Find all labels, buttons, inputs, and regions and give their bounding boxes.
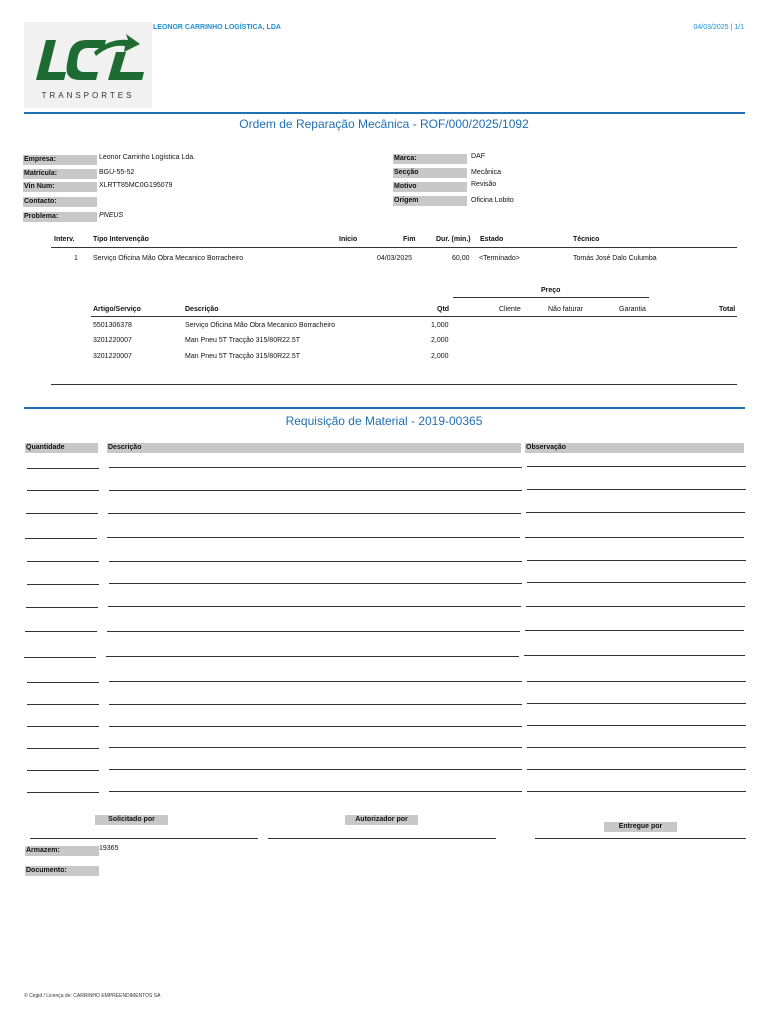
req-line-observacao <box>527 769 746 770</box>
interv-cell-interv: 1 <box>74 255 78 262</box>
req-line-observacao <box>526 512 745 513</box>
field-label-contacto: Contacto: <box>23 197 97 207</box>
interv-cell-tecnico: Tomás José Dalo Culumba <box>573 255 657 262</box>
interv-header-rule <box>51 247 737 248</box>
signature-line-entregue <box>535 838 746 839</box>
req-line-descricao <box>107 631 520 632</box>
req-line-descricao <box>109 769 522 770</box>
req-line-observacao <box>527 466 746 467</box>
req-line-descricao <box>109 726 522 727</box>
req-line-descricao <box>109 747 522 748</box>
price-header: Preço <box>541 287 561 294</box>
article-cell-descricao: Man Pneu 5T Tracção 315/80R22.5T <box>185 337 301 344</box>
articles-header-rule <box>91 316 737 317</box>
signature-label-entregue: Entregue por <box>604 822 677 832</box>
req-line-descricao <box>109 704 522 705</box>
req-line-quantidade <box>27 682 99 683</box>
field-value-empresa: Leonor Carrinho Logística Lda. <box>99 154 196 161</box>
articles-header-garantia: Garantia <box>619 306 646 313</box>
interv-header-tipo: Tipo Intervenção <box>93 236 149 243</box>
requisition-divider <box>24 407 745 409</box>
article-cell-qtd: 2,000 <box>431 337 449 344</box>
field-label-seccao: Secção <box>393 168 467 178</box>
field-value-vin: XLRTT85MC0G195079 <box>99 182 173 189</box>
req-line-observacao <box>525 537 744 538</box>
req-line-descricao <box>107 537 520 538</box>
req-line-quantidade <box>24 657 96 658</box>
req-line-descricao <box>109 490 522 491</box>
documento-label: Documento: <box>25 866 99 876</box>
field-label-motivo: Motivo <box>393 182 467 192</box>
signature-label-autorizado: Autorizador por <box>345 815 418 825</box>
req-line-descricao <box>108 606 521 607</box>
req-line-observacao <box>527 747 746 748</box>
signature-line-autorizado <box>268 838 496 839</box>
article-cell-qtd: 1,000 <box>431 322 449 329</box>
price-header-rule <box>453 297 649 298</box>
logo-subtext: TRANSPORTES <box>41 91 135 100</box>
field-value-marca: DAF <box>471 153 485 160</box>
interv-cell-fim: 04/03/2025 <box>377 255 413 262</box>
field-label-marca: Marca: <box>393 154 467 164</box>
req-line-observacao <box>527 725 746 726</box>
field-value-matricula: BGU-55-52 <box>99 169 135 176</box>
req-line-observacao <box>527 791 746 792</box>
req-line-descricao <box>109 467 522 468</box>
req-line-descricao <box>106 656 519 657</box>
req-line-descricao <box>109 791 522 792</box>
interv-header-interv: Interv. <box>54 236 75 243</box>
armazem-label: Armazem: <box>25 846 99 856</box>
req-line-quantidade <box>25 631 97 632</box>
req-line-quantidade <box>26 513 98 514</box>
req-line-observacao <box>525 630 744 631</box>
company-name: LEONOR CARRINHO LOGÍSTICA, LDA <box>153 24 281 31</box>
req-line-observacao <box>524 655 745 656</box>
interv-cell-estado: <Terminado> <box>479 255 520 262</box>
req-line-quantidade <box>26 607 98 608</box>
field-value-origem: Oficina Lobito <box>471 197 514 204</box>
req-line-quantidade <box>27 704 99 705</box>
field-label-vin: Vin Num: <box>23 182 97 192</box>
req-header-descricao: Descrição <box>107 443 521 453</box>
articles-header-nao-faturar: Não faturar <box>548 306 584 313</box>
footer-copyright: © Cegid / Licença de: CARRINHO EMPREENDIMENTOS SA <box>24 993 161 999</box>
articles-header-cliente: Cliente <box>499 306 521 313</box>
field-label-problema: Problema: <box>23 212 97 222</box>
field-value-motivo: Revisão <box>471 181 497 188</box>
field-label-matricula: Matrícula: <box>23 169 97 179</box>
field-value-seccao: Mecânica <box>471 169 501 176</box>
req-line-observacao <box>526 606 745 607</box>
articles-header-descricao: Descrição <box>185 306 219 313</box>
articles-header-qtd: Qtd <box>437 306 450 313</box>
interv-cell-tipo: Serviço Oficina Mão Obra Mecanico Borracheiro <box>93 255 244 262</box>
req-header-observacao: Observação <box>525 443 744 453</box>
armazem-value: 19365 <box>99 845 119 852</box>
page-info: 04/03/2025 | 1/1 <box>693 24 744 31</box>
req-line-descricao <box>109 681 522 682</box>
req-line-quantidade <box>27 726 99 727</box>
signature-label-solicitado: Solicitado por <box>95 815 168 825</box>
req-line-quantidade <box>27 792 99 793</box>
req-line-descricao <box>109 561 522 562</box>
article-cell-artigo: 3201220007 <box>93 353 132 360</box>
req-header-quantidade: Quantidade <box>25 443 98 453</box>
interv-header-fim: Fim <box>403 236 416 243</box>
interv-cell-dur: 60,00 <box>452 255 470 262</box>
req-line-descricao <box>108 513 521 514</box>
company-logo <box>24 22 152 108</box>
req-line-observacao <box>527 582 746 583</box>
signature-line-solicitado <box>30 838 258 839</box>
req-line-quantidade <box>27 770 99 771</box>
article-cell-qtd: 2,000 <box>431 353 449 360</box>
field-label-origem: Origem <box>393 196 467 206</box>
article-cell-artigo: 5501306378 <box>93 322 132 329</box>
interv-header-inicio: Início <box>339 236 358 243</box>
interv-header-dur: Dur. (min.) <box>436 236 471 243</box>
header-divider <box>24 112 745 114</box>
req-line-observacao <box>527 703 746 704</box>
req-line-observacao <box>527 681 746 682</box>
interv-header-estado: Estado <box>480 236 504 243</box>
req-line-observacao <box>527 560 746 561</box>
field-value-problema: PNEUS <box>99 212 124 219</box>
order-end-rule <box>51 384 737 385</box>
article-cell-descricao: Man Pneu 5T Tracção 315/80R22.5T <box>185 353 301 360</box>
req-line-quantidade <box>27 468 99 469</box>
field-label-empresa: Empresa: <box>23 155 97 165</box>
req-line-quantidade <box>27 490 99 491</box>
req-line-quantidade <box>25 538 97 539</box>
req-line-observacao <box>527 489 746 490</box>
article-cell-artigo: 3201220007 <box>93 337 132 344</box>
lcl-logo-icon <box>24 22 152 108</box>
order-title: Ordem de Reparação Mecânica - ROF/000/2025/1092 <box>239 117 529 131</box>
articles-header-artigo: Artigo/Serviço <box>93 306 141 313</box>
req-line-quantidade <box>27 748 99 749</box>
req-line-descricao <box>109 583 522 584</box>
article-cell-descricao: Serviço Oficina Mão Obra Mecanico Borracheiro <box>185 322 336 329</box>
interv-header-tecnico: Técnico <box>573 236 600 243</box>
requisition-title: Requisição de Material - 2019-00365 <box>285 414 483 428</box>
req-line-quantidade <box>27 584 99 585</box>
articles-header-total: Total <box>719 306 736 313</box>
req-line-quantidade <box>27 561 99 562</box>
